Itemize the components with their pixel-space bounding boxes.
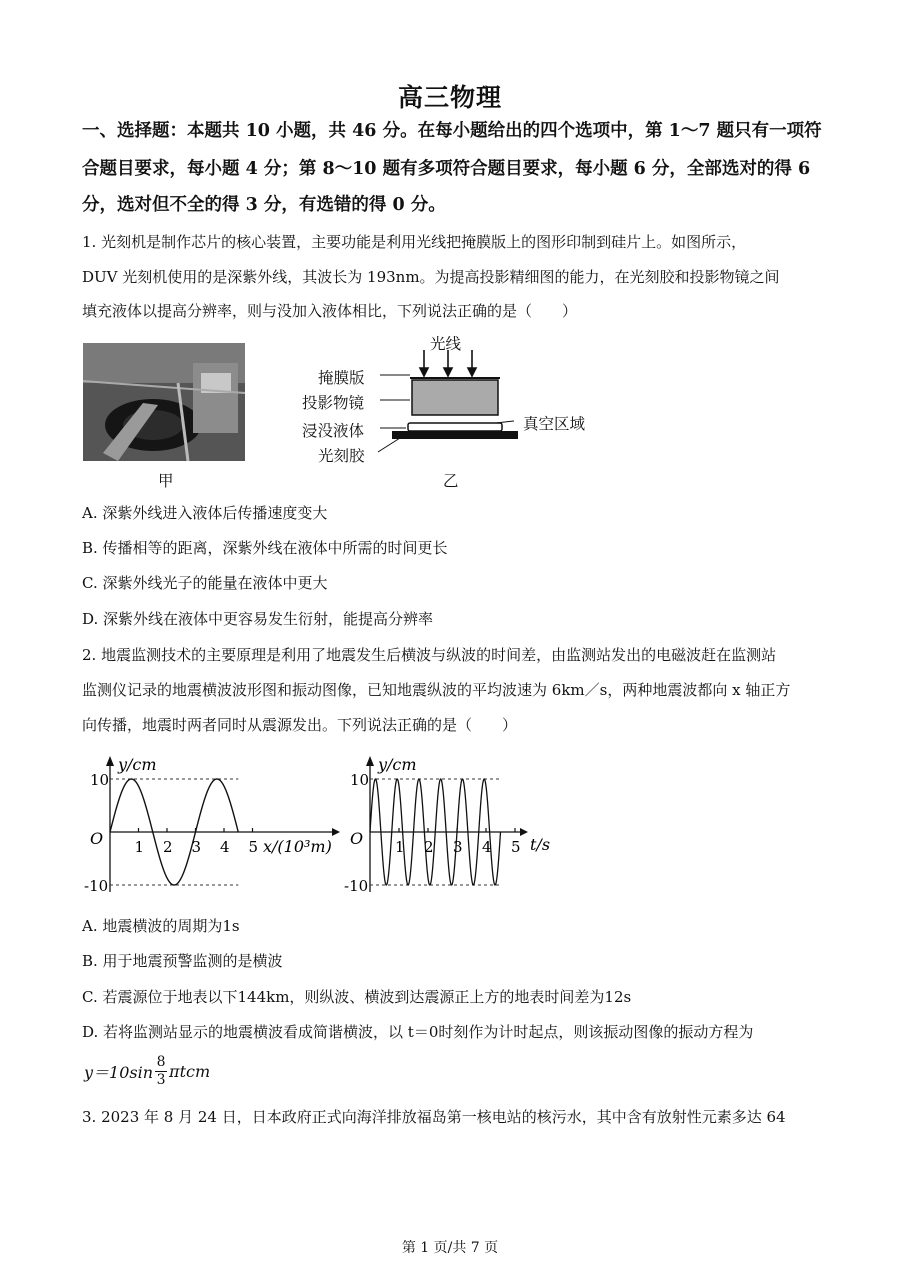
x-tick-label: 1 [395, 838, 405, 856]
t-axis-arrow [520, 828, 528, 836]
x-tick-label: 3 [191, 838, 202, 856]
origin-label: O [90, 829, 104, 848]
origin-label: O [350, 829, 364, 848]
section-heading-line-3: 分，选对但不全的得 3 分，有选错的得 0 分。 [82, 195, 446, 215]
lithography-machine-photo [83, 343, 245, 461]
wave-graph [80, 752, 340, 897]
q2-option-b: B. 用于地震预警监测的是横波 [82, 952, 283, 970]
x-tick-label: 4 [482, 838, 492, 856]
y-axis-arrow [106, 756, 114, 766]
q1-option-a: A. 深紫外线进入液体后传播速度变大 [82, 504, 328, 522]
y-axis-label: y/cm [118, 755, 157, 774]
y-tick-min: -10 [344, 877, 369, 895]
formula-denominator: 3 [156, 1071, 166, 1088]
figure-yi-caption: 乙 [443, 472, 459, 490]
y-tick-min: -10 [84, 877, 109, 895]
q2-stem-line-2: 监测仪记录的地震横波波形图和振动图像，已知地震纵波的平均波速为 6km／s，两种地震波都向 x 轴正方 [82, 681, 791, 699]
y-axis-label: y/cm [378, 755, 417, 774]
q1-option-d: D. 深紫外线在液体中更容易发生衍射，能提高分辨率 [82, 610, 434, 628]
page-footer: 第 1 页/共 7 页 [401, 1240, 499, 1256]
y-tick-max: 10 [350, 771, 370, 789]
q1-option-c: C. 深紫外线光子的能量在液体中更大 [82, 574, 328, 592]
t-axis-label: t/s [530, 835, 551, 854]
label-light: 光线 [430, 335, 462, 353]
q1-stem-line-1: 1. 光刻机是制作芯片的核心装置，主要功能是利用光线把掩膜版上的图形印制到硅片上。如图所示， [82, 233, 747, 251]
q1-stem-line-3: 填充液体以提高分辨率，则与没加入液体相比，下列说法正确的是（ ） [82, 302, 578, 320]
q2-option-a: A. 地震横波的周期为1s [82, 917, 240, 935]
page-title: 高三物理 [397, 83, 502, 112]
vibration-graph [340, 752, 560, 897]
label-vacuum-region: 真空区域 [523, 415, 586, 433]
q1-stem-line-2: DUV 光刻机使用的是深紫外线，其波长为 193nm。为提高投影精细图的能力，在光刻胶和投影物镜之间 [82, 268, 780, 286]
y-tick-max: 10 [90, 771, 110, 789]
formula-numerator: 8 [156, 1053, 166, 1070]
x-tick-label: 3 [453, 838, 463, 856]
x-tick-label: 5 [248, 838, 259, 856]
figure-jia-caption: 甲 [158, 472, 174, 490]
label-mask: 掩膜版 [318, 369, 365, 387]
x-tick-label: 5 [511, 838, 521, 856]
formula-suffix: πtcm [169, 1061, 211, 1081]
q2-stem-line-1: 2. 地震监测技术的主要原理是利用了地震发生后横波与纵波的时间差，由监测站发出的电磁波赶在监测站 [82, 646, 777, 664]
x-axis-label: x/(10³m) [263, 837, 332, 856]
section-heading-line-2: 合题目要求，每小题 4 分；第 8～10 题有多项符合题目要求，每小题 6 分，全部选对的得 6 [82, 159, 811, 179]
q1-option-b: B. 传播相等的距离，深紫外线在液体中所需的时间更长 [82, 539, 448, 557]
label-immersion-liquid: 浸没液体 [302, 422, 365, 440]
q2-stem-line-3: 向传播，地震时两者同时从震源发出。下列说法正确的是（ ） [82, 716, 518, 734]
formula-fraction [155, 1054, 167, 1089]
label-projection-lens: 投影物镜 [302, 394, 365, 412]
y-axis-arrow [366, 756, 374, 766]
formula-prefix: y＝10sin [84, 1062, 154, 1082]
q2-option-c: C. 若震源位于地表以下144km，则纵波、横波到达震源正上方的地表时间差为12s [82, 988, 632, 1006]
x-tick-label: 1 [134, 838, 145, 856]
x-axis-arrow [332, 828, 340, 836]
q3-stem-line-1: 3. 2023 年 8 月 24 日，日本政府正式向海洋排放福岛第一核电站的核污水，其中含有放射性元素多达 64 [82, 1108, 786, 1126]
x-tick-label: 2 [163, 838, 173, 856]
x-tick-label: 4 [220, 838, 230, 856]
vibration-formula [84, 1046, 210, 1096]
x-tick-label: 2 [424, 838, 434, 856]
q2-option-d: D. 若将监测站显示的地震横波看成简谐横波，以 t＝0时刻作为计时起点，则该振动图像的振动方程为 [82, 1023, 754, 1041]
section-heading-line-1: 一、选择题：本题共 10 小题，共 46 分。在每小题给出的四个选项中，第 1～7 题只有一项符 [82, 121, 822, 141]
label-photoresist: 光刻胶 [318, 447, 365, 465]
